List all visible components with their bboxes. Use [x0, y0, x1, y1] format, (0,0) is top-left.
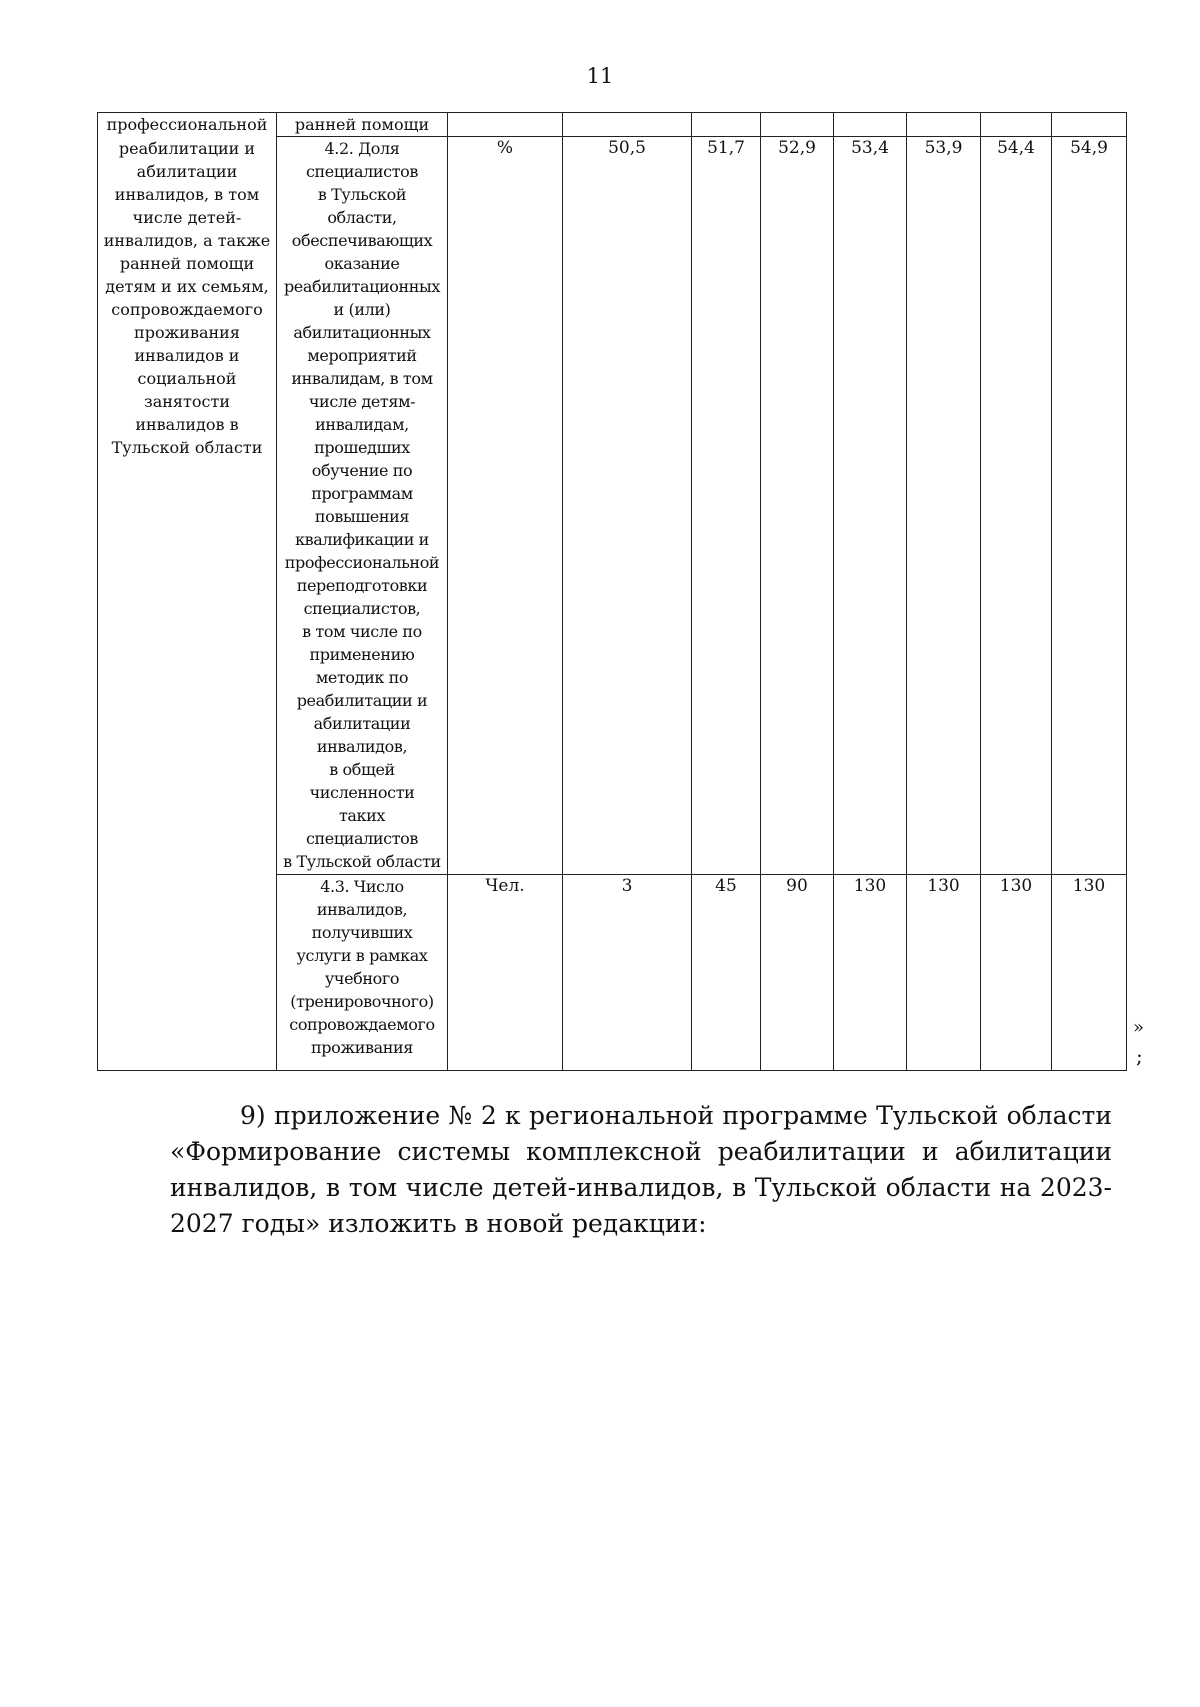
value-cell: 53,4 — [834, 137, 907, 875]
unit-cell: % — [448, 137, 563, 875]
value-cell: 130 — [981, 875, 1052, 1071]
value-cell: 54,4 — [981, 137, 1052, 875]
empty-cell — [448, 113, 563, 137]
indicator-4-2-name: 4.2. Доля специалистов в Тульской области, обеспечивающих оказание реабилитационных и (или) абилитационных мероприятий инвалидам, в том числе детям- инвалидам, прошедших обучение по программам повышения квалификации и профессиональной переподготовки специалистов, в том числе по применению методик по реабилитации и абилитации инвалидов, в общей численности таких специалистов в Тульской области — [277, 137, 448, 875]
value-cell: 90 — [761, 875, 834, 1071]
program-name-cell: реабилитации и абилитации инвалидов, в том числе детей- инвалидов, а также ранней помощи детям и их семьям, сопровождаемого проживания инвалидов и социальной занятости инвалидов в Тульской области — [98, 137, 277, 1071]
empty-cell — [981, 113, 1052, 137]
value-cell: 51,7 — [692, 137, 761, 875]
closing-quote-mark: » — [1133, 1017, 1145, 1038]
program-name-cell-top: профессиональной — [98, 113, 277, 137]
empty-cell — [563, 113, 692, 137]
value-cell: 52,9 — [761, 137, 834, 875]
table-row-indicator-4-2 — [98, 137, 1127, 875]
empty-cell — [907, 113, 981, 137]
value-cell: 53,9 — [907, 137, 981, 875]
value-cell: 130 — [907, 875, 981, 1071]
indicator-cell-top: ранней помощи — [277, 113, 448, 137]
value-cell: 54,9 — [1052, 137, 1127, 875]
empty-cell — [692, 113, 761, 137]
empty-cell — [761, 113, 834, 137]
indicator-4-3-name: 4.3. Число инвалидов, получивших услуги в рамках учебного (тренировочного) сопровождаемого проживания — [277, 875, 448, 1071]
value-cell: 130 — [1052, 875, 1127, 1071]
value-cell: 45 — [692, 875, 761, 1071]
indicators-table — [97, 112, 1127, 1071]
empty-cell — [1052, 113, 1127, 137]
unit-cell: Чел. — [448, 875, 563, 1071]
table-row-header-continuation — [98, 113, 1127, 137]
value-cell: 50,5 — [563, 137, 692, 875]
amendment-paragraph — [170, 1098, 1112, 1242]
value-cell: 3 — [563, 875, 692, 1071]
page-number: 11 — [586, 64, 614, 88]
paragraph-text: 9) приложение № 2 к региональной программе Тульской области «Формирование системы комплексной реабилитации и абилитации инвалидов, в том числе детей-инвалидов, в Тульской области на 2023-2027 годы» изложить в новой редакции: — [170, 1101, 1112, 1238]
empty-cell — [834, 113, 907, 137]
value-cell: 130 — [834, 875, 907, 1071]
closing-semicolon: ; — [1136, 1044, 1143, 1068]
